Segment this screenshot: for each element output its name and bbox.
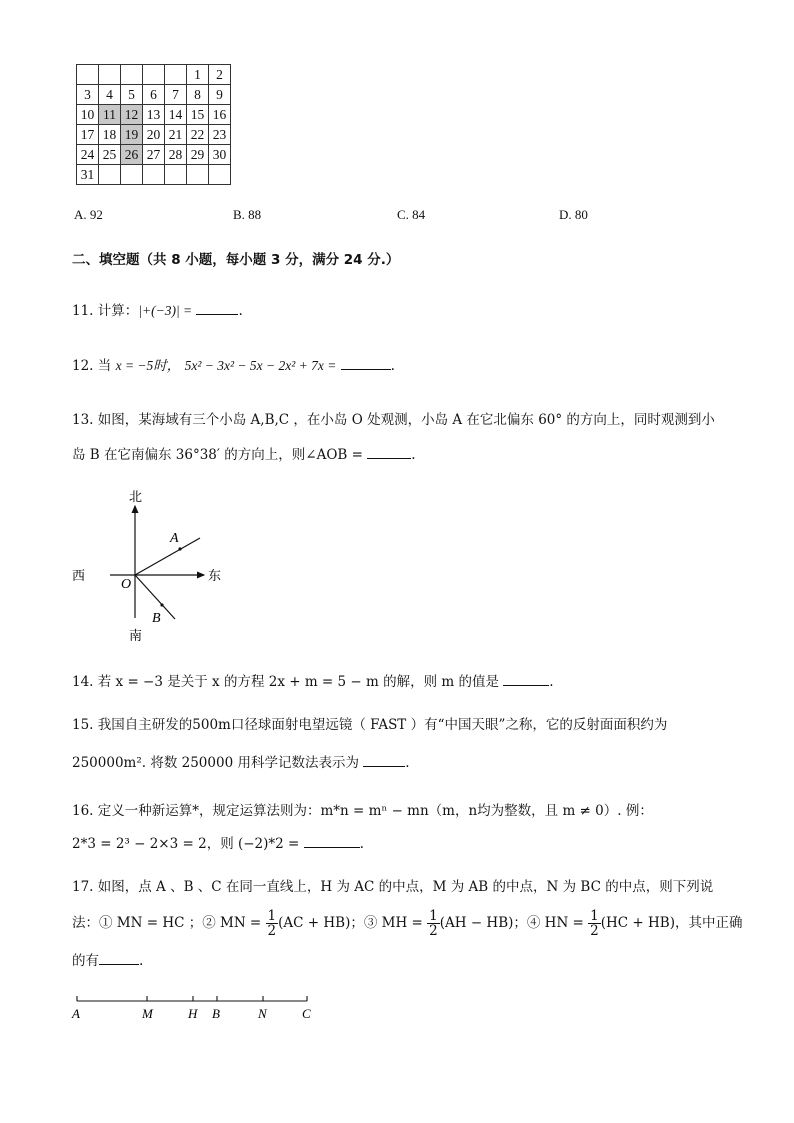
label-east: 东 xyxy=(208,569,222,584)
calendar-cell xyxy=(121,165,143,185)
point-label-m: M xyxy=(142,1006,153,1021)
q17-answer-blank[interactable] xyxy=(99,950,139,965)
point-label-h: H xyxy=(188,1006,198,1021)
calendar-cell xyxy=(143,165,165,185)
calendar-cell xyxy=(77,65,99,85)
q14-text: 14. 若 x = −3 是关于 x 的方程 2x + m = 5 − m 的解，则 m 的值是 xyxy=(72,674,499,690)
q15-answer-blank[interactable] xyxy=(363,752,405,767)
q12-pre: 当 xyxy=(97,358,112,374)
point-a xyxy=(178,547,181,550)
q17-line3-text: 的有 xyxy=(72,953,99,969)
calendar-cell: 18 xyxy=(99,125,121,145)
q12-condition: x = −5时， xyxy=(115,358,181,373)
q13-line2: 岛 B 在它南偏东 36°38′ 的方向上，则∠AOB = . xyxy=(72,444,416,465)
calendar-cell: 24 xyxy=(77,145,99,165)
calendar-cell xyxy=(99,65,121,85)
calendar-cell: 13 xyxy=(143,105,165,125)
calendar-row xyxy=(77,85,231,105)
q17-part3b: (HC + HB)，其中正确 xyxy=(600,915,743,931)
calendar-cell xyxy=(165,65,187,85)
calendar-cell: 1 xyxy=(187,65,209,85)
calendar-cell xyxy=(209,165,231,185)
calendar-cell: 19 xyxy=(121,125,143,145)
calendar-row xyxy=(77,125,231,145)
label-a: A xyxy=(170,531,179,546)
calendar-cell: 20 xyxy=(143,125,165,145)
compass-figure xyxy=(66,486,236,646)
q13-line1: 13. 如图，某海域有三个小岛 A,B,C ，在小岛 O 处观测，小岛 A 在它北偏东 60° 的方向上，同时观测到小 xyxy=(72,412,715,428)
q17-line1: 17. 如图，点 A 、B 、C 在同一直线上，H 为 AC 的中点，M 为 AB 的中点，N 为 BC 的中点，则下列说 xyxy=(72,879,714,895)
q17-part1b: (AC + HB)；③ MH = xyxy=(278,915,423,931)
question-12: 12. 当 x = −5时， 5x² − 3x² − 5x − 2x² + 7x = . xyxy=(72,355,395,376)
q11-text: 计算： xyxy=(97,303,139,319)
calendar-cell: 8 xyxy=(187,85,209,105)
q12-expression: 5x² − 3x² − 5x − 2x² + 7x = xyxy=(184,358,337,373)
q12-number: 12. xyxy=(72,358,94,374)
calendar-cell xyxy=(187,165,209,185)
q16-line2: 2*3 = 2³ − 2×3 = 2，则 (−2)*2 = . xyxy=(72,833,364,854)
calendar-cell: 2 xyxy=(209,65,231,85)
q15-line2: 250000m². 将数 250000 用科学记数法表示为 . xyxy=(72,752,410,773)
calendar-cell: 14 xyxy=(165,105,187,125)
calendar-cell: 11 xyxy=(99,105,121,125)
calendar-cell: 15 xyxy=(187,105,209,125)
calendar-row xyxy=(77,65,231,85)
label-o: O xyxy=(121,577,132,592)
calendar-cell: 21 xyxy=(165,125,187,145)
label-north: 北 xyxy=(129,490,143,505)
option-d: D. 80 xyxy=(559,207,588,222)
calendar-cell: 3 xyxy=(77,85,99,105)
q17-part1: 法：① MN = HC ；② MN = xyxy=(72,915,262,931)
calendar-cell: 10 xyxy=(77,105,99,125)
label-south: 南 xyxy=(129,629,143,644)
q16-line1: 16. 定义一种新运算*，规定运算法则为：m*n = mⁿ − mn（m，n均为整数，且 m ≠ 0）. 例： xyxy=(72,803,653,819)
option-a: A. 92 xyxy=(74,207,103,222)
q17-line3: 的有 . xyxy=(72,950,143,971)
point-label-n: N xyxy=(258,1006,267,1021)
q11-answer-blank[interactable] xyxy=(196,300,238,315)
calendar-cell xyxy=(121,65,143,85)
option-c: C. 84 xyxy=(397,207,426,222)
q17-fraction-1: $\frac{1}{2}$ xyxy=(267,908,277,939)
calendar-cell xyxy=(143,65,165,85)
q17-fraction-3: $\frac{1}{2}$ xyxy=(590,908,599,939)
q16-line2-text: 2*3 = 2³ − 2×3 = 2，则 (−2)*2 = xyxy=(72,836,300,852)
point-b xyxy=(160,603,163,606)
q15-line1: 15. 我国自主研发的500m口径球面射电望远镜（ FAST ）有“中国天眼”之称，它的反射面面积约为 xyxy=(72,717,668,733)
calendar-cell: 6 xyxy=(143,85,165,105)
calendar-cell: 7 xyxy=(165,85,187,105)
question-14: 14. 若 x = −3 是关于 x 的方程 2x + m = 5 − m 的解，则 m 的值是 . xyxy=(72,671,554,692)
calendar-cell xyxy=(99,165,121,185)
q14-answer-blank[interactable] xyxy=(503,671,549,686)
section-title: 二、填空题（共 8 小题，每小题 3 分，满分 24 分.） xyxy=(72,252,400,268)
calendar-row xyxy=(77,105,231,125)
calendar-cell: 23 xyxy=(209,125,231,145)
calendar-cell: 28 xyxy=(165,145,187,165)
calendar-cell: 27 xyxy=(143,145,165,165)
calendar-cell: 30 xyxy=(209,145,231,165)
calendar-cell: 9 xyxy=(209,85,231,105)
point-label-b: B xyxy=(212,1006,220,1021)
calendar-cell: 31 xyxy=(77,165,99,185)
question-11: 11. 计算：|+(−3)| = . xyxy=(72,300,243,321)
q13-answer-blank[interactable] xyxy=(367,444,411,459)
calendar-row xyxy=(77,145,231,165)
label-west: 西 xyxy=(72,569,86,584)
segment-figure xyxy=(66,990,326,1026)
q17-part2b: (AH − HB)；④ HN = xyxy=(439,915,584,931)
q13-line2-text: 岛 B 在它南偏东 36°38′ 的方向上，则∠AOB = xyxy=(72,447,363,463)
q11-number: 11. xyxy=(72,303,94,319)
calendar-cell: 17 xyxy=(77,125,99,145)
q15-line2-text: 250000m². 将数 250000 用科学记数法表示为 xyxy=(72,755,359,771)
calendar-cell: 12 xyxy=(121,105,143,125)
option-b: B. 88 xyxy=(233,207,262,222)
q11-expression: |+(−3)| = xyxy=(138,303,193,318)
q17-fraction-2: $\frac{1}{2}$ xyxy=(429,908,438,939)
q17-line2 xyxy=(72,906,742,940)
calendar-cell: 29 xyxy=(187,145,209,165)
calendar-cell: 16 xyxy=(209,105,231,125)
calendar-cell xyxy=(165,165,187,185)
ray-oa xyxy=(135,538,200,575)
calendar-cell: 26 xyxy=(121,145,143,165)
calendar-table xyxy=(76,64,231,185)
calendar-cell: 25 xyxy=(99,145,121,165)
calendar-cell: 5 xyxy=(121,85,143,105)
point-label-a: A xyxy=(72,1006,80,1021)
calendar-cell: 22 xyxy=(187,125,209,145)
q16-answer-blank[interactable] xyxy=(304,833,360,848)
q12-answer-blank[interactable] xyxy=(341,355,391,370)
calendar-cell: 4 xyxy=(99,85,121,105)
label-b: B xyxy=(152,611,161,626)
calendar-row xyxy=(77,165,231,185)
point-label-c: C xyxy=(302,1006,311,1021)
